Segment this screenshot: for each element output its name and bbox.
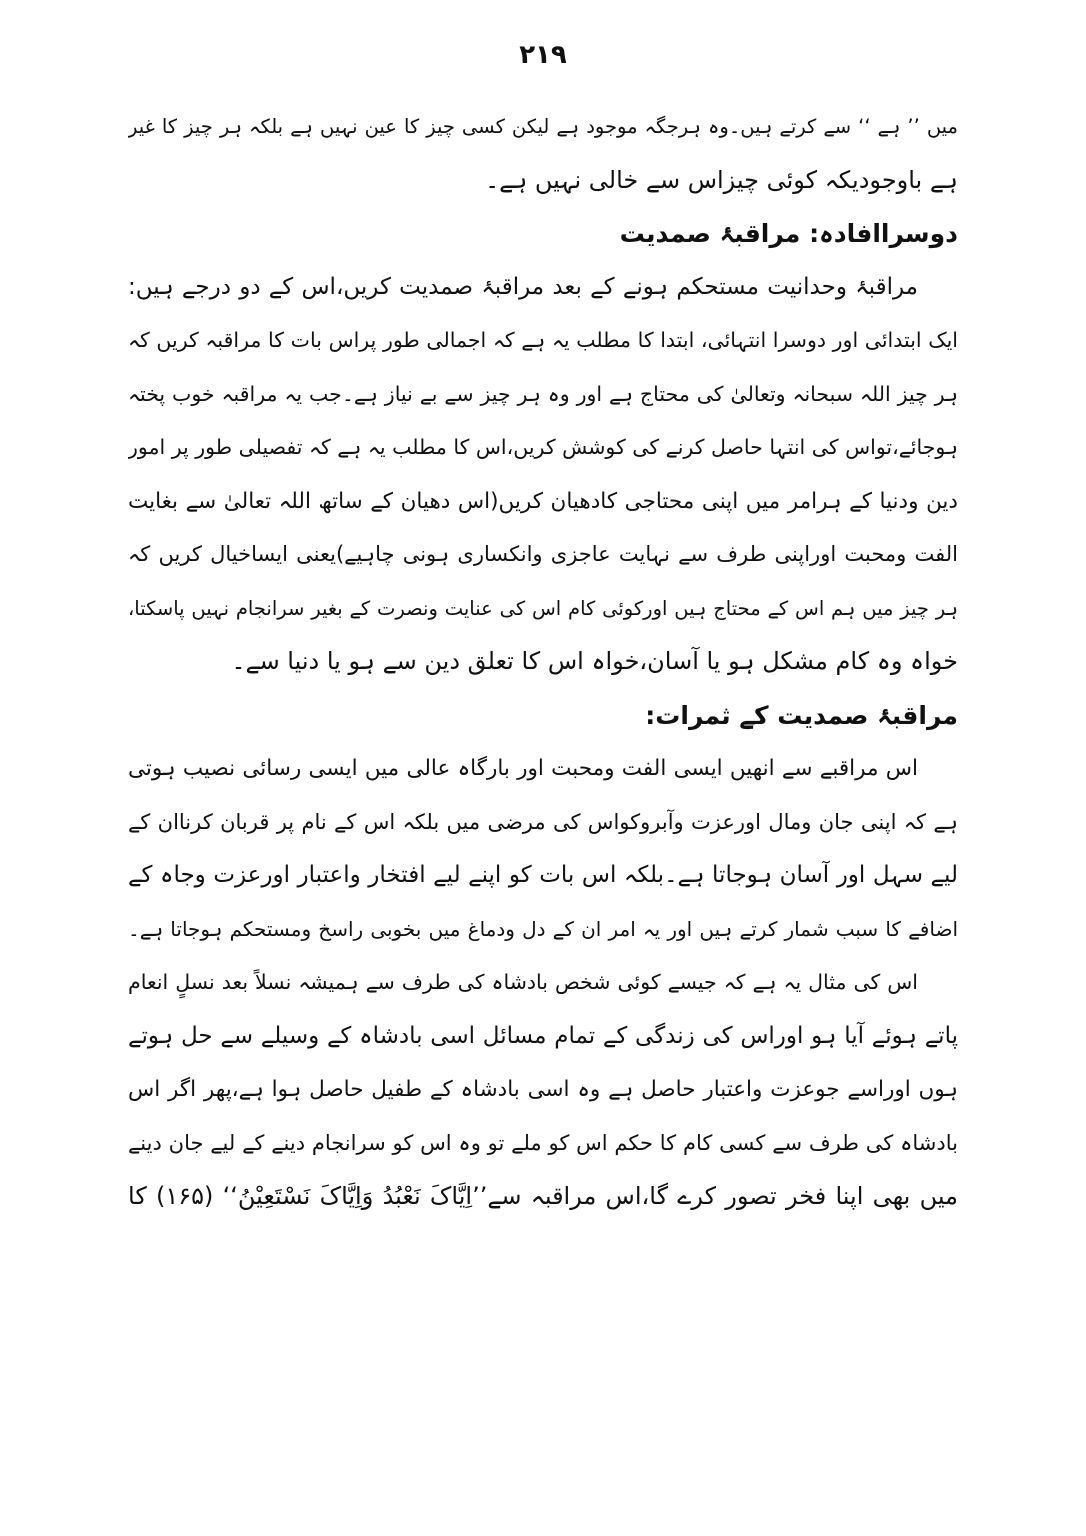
text-line: اس مراقبے سے انھیں ایسی الفت ومحبت اور بارگاہ عالی میں ایسی رسائی نصیب ہوتی [128,756,918,781]
text-line: پاتے ہوئے آیا ہو اوراس کی زندگی کے تمام مسائل اسی بادشاہ کے وسیلے سے حل ہوتے [128,1022,958,1049]
text-line: ہر چیز میں ہم اس کے محتاج ہیں اورکوئی کام اس کی عنایت ونصرت کے بغیر سرانجام نہیں پاسکتا، [128,596,958,620]
text-line: خواہ وہ کام مشکل ہو یا آسان،خواہ اس کا تعلق دین سے ہو یا دنیا سے۔ [231,647,958,675]
text-line: ہوں اوراسے جوعزت واعتبار حاصل ہے وہ اسی بادشاہ کے طفیل حاصل ہوا ہے،پھر اگر اس [128,1077,958,1102]
page-number: ۲۱۹ [519,40,567,70]
text-line: میں بھی اپنا فخر تصور کرے گا،اس مراقبہ سے’’اِیَّاکَ نَعْبُدُ وَاِیَّاکَ نَسْتَعِیْنُ‘‘ (۱۶۵) کا [128,1182,958,1210]
section-heading: مراقبۂ صمدیت کے ثمرات: [645,700,958,730]
text-line: ہے کہ اپنی جان ومال اورعزت وآبروکواس کی مرضی میں بلکہ اس کے نام پر قربان کرناان کے [128,809,958,834]
text-line: دین ودنیا کے ہرامر میں اپنی محتاجی کادھیان کریں(اس دھیان کے ساتھ اللہ تعالیٰ سے بغایت [128,488,958,514]
text-line: لیے سہل اور آسان ہوجاتا ہے۔بلکہ اس بات کو اپنے لیے افتخار واعتبار اورعزت وجاہ کے [128,862,958,888]
text-line: اس کی مثال یہ ہے کہ جیسے کوئی شخص بادشاہ کی طرف سے ہمیشہ نسلاً بعد نسلٍ انعام [128,970,918,994]
text-line: ہے باوجودیکہ کوئی چیزاس سے خالی نہیں ہے۔ [485,165,958,194]
text-line: میں ’’ ہے ‘‘ سے کرتے ہیں۔وہ ہرجگہ موجود ہے لیکن کسی چیز کا عین نہیں ہے بلکہ ہر چیز کا غیر [128,115,958,138]
text-line: الفت ومحبت اوراپنی طرف سے نہایت عاجزی وانکساری ہونی چاہیے)یعنی ایساخیال کریں کہ [128,542,958,566]
section-heading: دوسراافادہ: مراقبۂ صمدیت [619,219,958,248]
text-line: ہر چیز اللہ سبحانہ وتعالیٰ کی محتاج ہے اور وہ ہر چیز سے بے نیاز ہے۔جب یہ مراقبہ خوب پختہ [128,381,958,406]
text-line: اضافے کا سبب شمار کرتے ہیں اور یہ امر ان کے دل ودماغ میں بخوبی راسخ ومستحکم ہوجاتا ہے۔ [128,916,958,941]
text-line: بادشاہ کی طرف سے کسی کام کا حکم اس کو ملے تو وہ اس کو سرانجام دینے کے لیے جان دینے [128,1130,958,1155]
text-line: ہوجائے،تواس کی انتہا حاصل کرنے کی کوشش کریں،اس کا مطلب یہ ہے کہ تفصیلی طور پر امور [128,435,958,459]
text-line: مراقبۂ وحدانیت مستحکم ہونے کے بعد مراقبۂ صمدیت کریں،اس کے دو درجے ہیں: [128,273,918,300]
body-text [128,100,958,1224]
text-line: ایک ابتدائی اور دوسرا انتہائی، ابتدا کا مطلب یہ ہے کہ اجمالی طور پراس بات کا مراقبہ کریں کہ [128,328,958,352]
